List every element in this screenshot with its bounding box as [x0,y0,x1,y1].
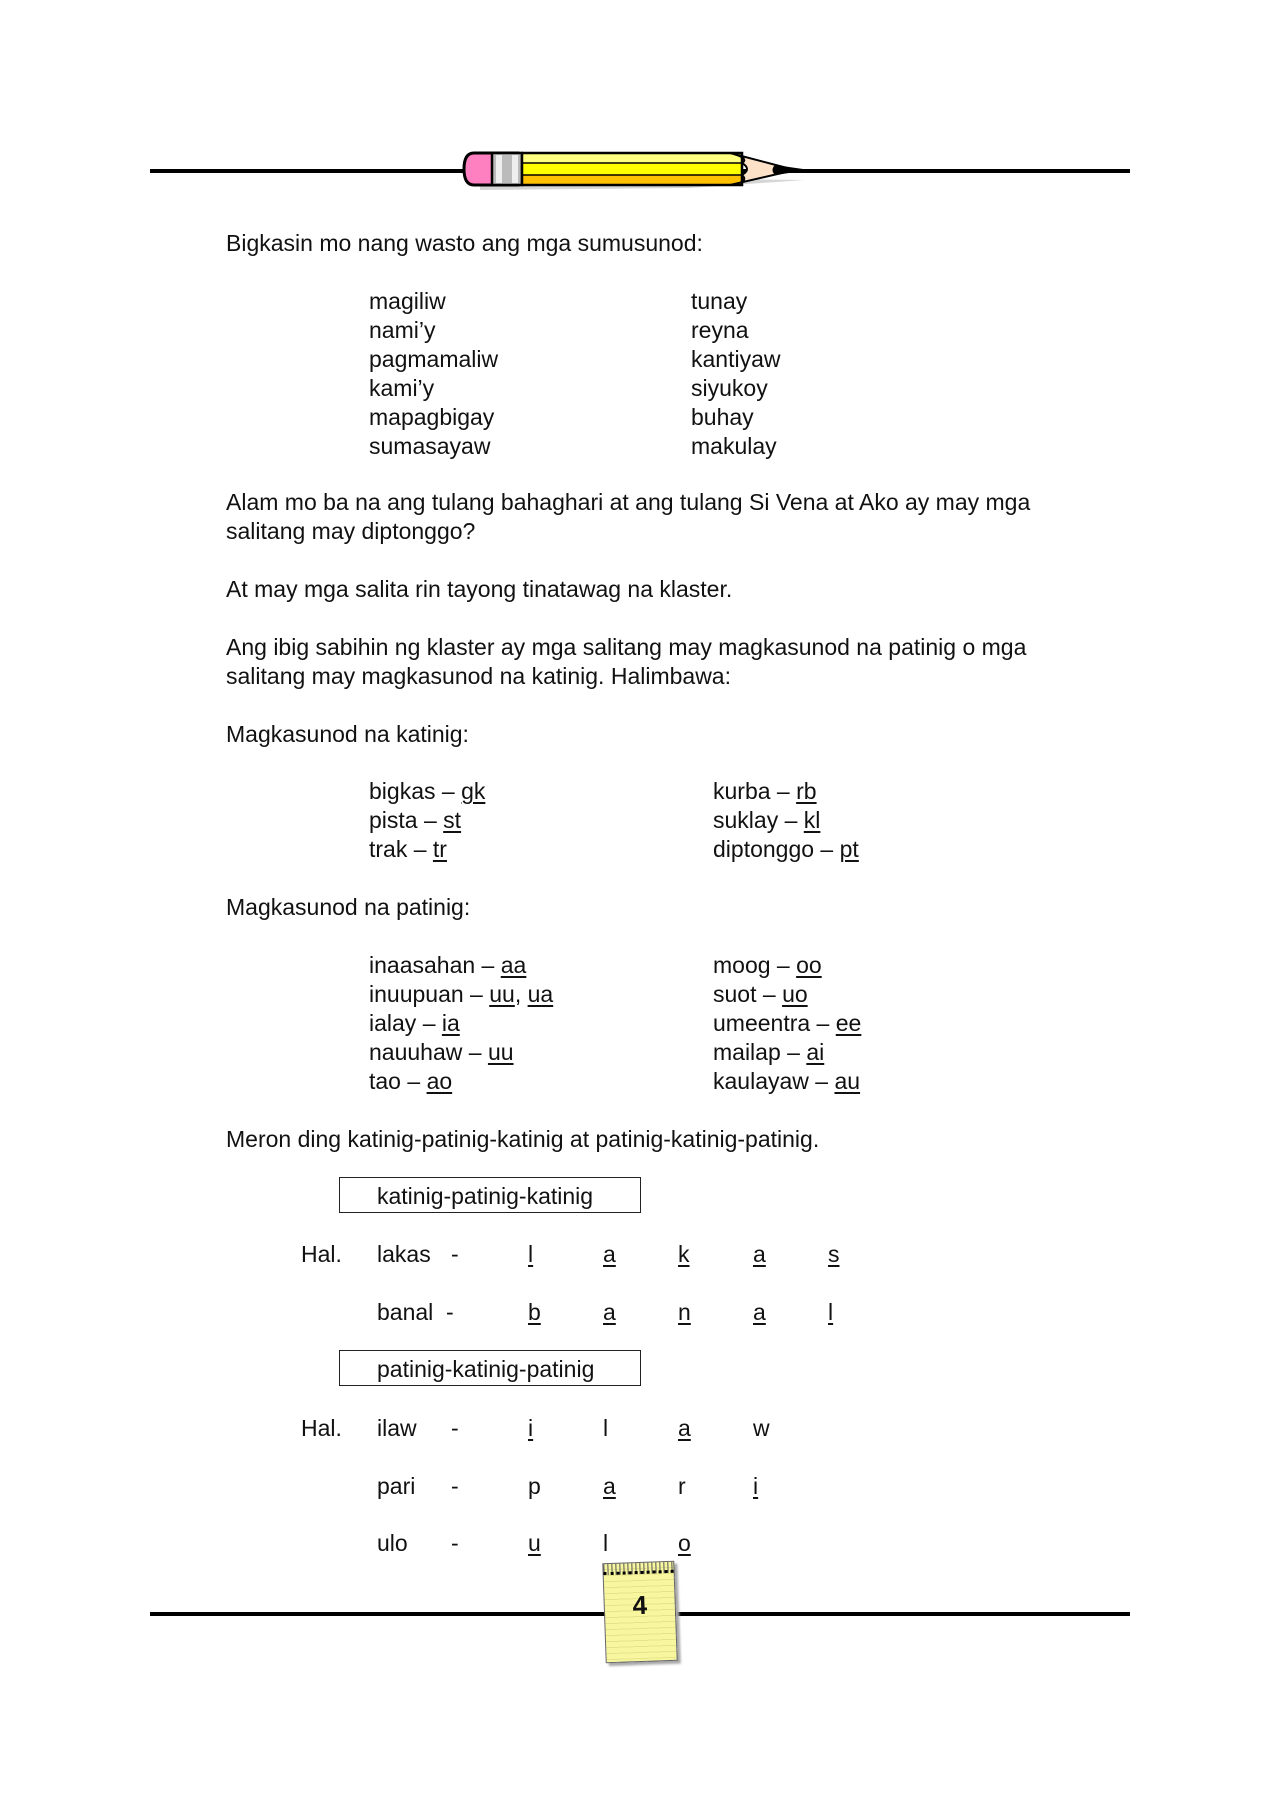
group1-title: katinig-patinig-katinig [377,1183,594,1209]
example-word: inaasahan [369,952,476,978]
example-word: nauuhaw [369,1039,463,1065]
page-number: 4 [632,1589,648,1621]
cluster-letters: ai [806,1039,825,1065]
letter: o [678,1530,691,1556]
example-word: banal [377,1299,434,1325]
cluster-letters: uu [487,1039,514,1065]
example-word: suklay [713,807,779,833]
word-item: magiliw [369,288,446,314]
example-word: kaulayaw [713,1068,809,1094]
letter: l [828,1299,834,1325]
example-item: diptonggo – pt [713,836,859,862]
pencil-icon [460,150,820,196]
paragraph: Meron ding katinig-patinig-katinig at patinig-katinig-patinig. [226,1126,820,1152]
letter: a [603,1241,616,1267]
letter: i [753,1473,759,1499]
letter: a [603,1299,616,1325]
word-item: buhay [691,404,754,430]
cluster-letters: pt [839,836,859,862]
word-item: kami’y [369,375,435,401]
word-item: kantiyaw [691,346,781,372]
katinig-heading: Magkasunod na katinig: [226,721,469,747]
example-word: moog [713,952,771,978]
word-item: tunay [691,288,748,314]
example-item: trak – tr [369,836,447,862]
letter: a [753,1241,766,1267]
example-item: mailap – ai [713,1039,825,1065]
example-item: inuupuan – uu, ua [369,981,554,1007]
example-word: umeentra [713,1010,811,1036]
cluster-letters: tr [432,836,447,862]
word-item: nami’y [369,317,436,343]
word-item: sumasayaw [369,433,491,459]
dash: - [451,1241,459,1267]
letter: a [678,1415,691,1441]
hal-label: Hal. [301,1415,342,1441]
letter: w [753,1415,770,1441]
page-number-notepad [602,1561,677,1663]
example-item: suot – uo [713,981,808,1007]
dash: - [451,1415,459,1441]
example-item: umeentra – ee [713,1010,862,1036]
cluster-letters: uu [489,981,515,1007]
dash: - [451,1530,459,1556]
letter: n [678,1299,691,1325]
letter: l [603,1415,609,1441]
example-word: pista [369,807,418,833]
example-word: lakas [377,1241,431,1267]
cluster-letters: aa [500,952,527,978]
cluster-letters: uo [782,981,808,1007]
example-word: diptonggo [713,836,815,862]
example-word: trak [369,836,408,862]
word-item: siyukoy [691,375,768,401]
example-word: pari [377,1473,416,1499]
example-word: mailap [713,1039,781,1065]
letter: u [528,1530,541,1556]
word-item: makulay [691,433,777,459]
example-item: kurba – rb [713,778,817,804]
word-item: mapagbigay [369,404,495,430]
example-item: tao – ao [369,1068,453,1094]
dash: - [451,1473,459,1499]
example-word: suot [713,981,757,1007]
letter: r [678,1473,686,1499]
example-word: ilaw [377,1415,417,1441]
cluster-letters: oo [796,952,822,978]
example-word: ialay [369,1010,417,1036]
paragraph-line: Ang ibig sabihin ng klaster ay mga salitang may magkasunod na patinig o mga [226,634,1027,660]
paragraph-line: Alam mo ba na ang tulang bahaghari at ang tulang Si Vena at Ako ay may mga [226,489,1031,515]
example-item: nauuhaw – uu [369,1039,514,1065]
example-item: suklay – kl [713,807,821,833]
example-item: kaulayaw – au [713,1068,861,1094]
group2-title: patinig-katinig-patinig [377,1356,595,1382]
word-item: reyna [691,317,749,343]
paragraph-line: salitang may diptonggo? [226,518,476,544]
letter: b [528,1299,541,1325]
example-item: inaasahan – aa [369,952,527,978]
cluster-letters: ee [835,1010,862,1036]
dash: - [446,1299,454,1325]
letter: l [603,1530,609,1556]
example-item: pista – st [369,807,462,833]
letter: k [678,1241,690,1267]
example-item: ialay – ia [369,1010,460,1036]
cluster-letters: ua [527,981,554,1007]
cluster-letters: rb [796,778,817,804]
cluster-letters: ao [426,1068,453,1094]
letter: p [528,1473,541,1499]
example-item: moog – oo [713,952,822,978]
spiral-binding-icon [603,1562,673,1575]
paragraph: At may mga salita rin tayong tinatawag na klaster. [226,576,733,602]
cluster-letters: au [834,1068,861,1094]
word-item: pagmamaliw [369,346,499,372]
letter: l [528,1241,534,1267]
group1-title-box [339,1177,641,1213]
cluster-letters: ia [441,1010,460,1036]
group2-title-box [339,1350,641,1386]
paragraph-line: salitang may magkasunod na katinig. Halimbawa: [226,663,731,689]
example-item: bigkas – gk [369,778,486,804]
example-word: bigkas [369,778,436,804]
cluster-letters: st [443,807,462,833]
intro-text: Bigkasin mo nang wasto ang mga sumusunod: [226,230,703,256]
cluster-letters: kl [803,807,821,833]
letter: i [528,1415,534,1441]
example-word: tao [369,1068,401,1094]
letter: s [828,1241,840,1267]
example-word: ulo [377,1530,408,1556]
letter: a [603,1473,616,1499]
cluster-letters: gk [461,778,486,804]
example-word: kurba [713,778,771,804]
hal-label: Hal. [301,1241,342,1267]
patinig-heading: Magkasunod na patinig: [226,894,471,920]
letter: a [753,1299,766,1325]
example-word: inuupuan [369,981,464,1007]
